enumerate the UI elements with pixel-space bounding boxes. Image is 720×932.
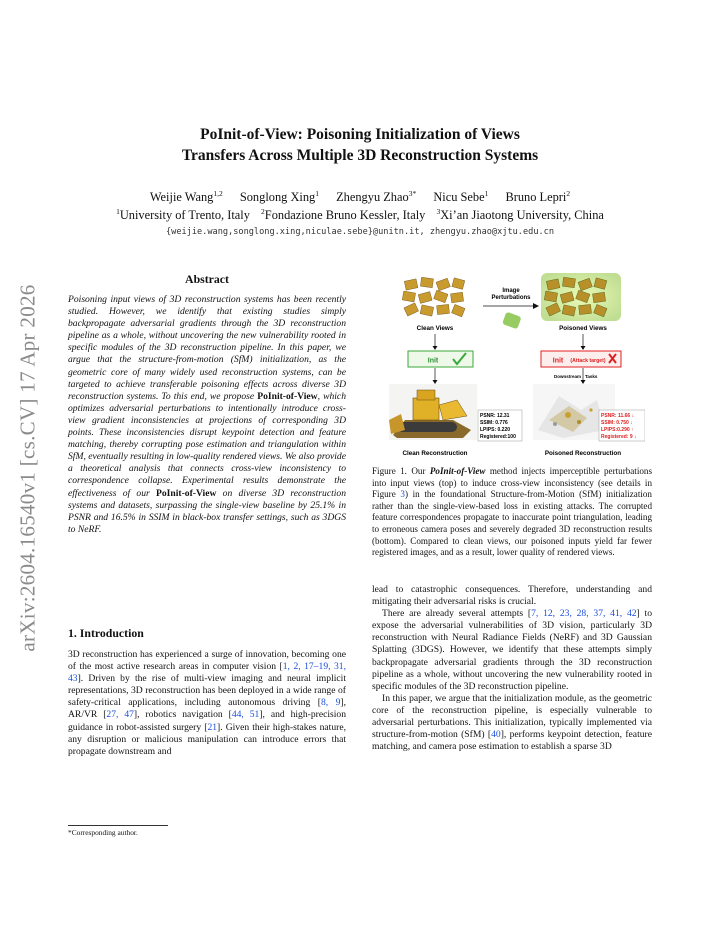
author <box>336 190 416 204</box>
abstract-body <box>68 294 346 536</box>
citation-link[interactable]: 1, 2, 17–19, 31, 43 <box>68 661 347 685</box>
figure-1 <box>383 270 645 466</box>
author <box>150 190 223 204</box>
affiliation-sup: 2 <box>261 207 265 216</box>
clean-lpips: LPIPS: 0.220 <box>480 427 511 433</box>
author <box>505 190 570 204</box>
poison-lpips: LPIPS:0.290 ↑ <box>601 427 634 433</box>
author-name: Zhengyu Zhao <box>336 190 409 204</box>
clean-metrics-box <box>478 410 522 441</box>
downstream-label: Downstream <box>553 374 581 379</box>
author-sup: 1 <box>315 189 319 198</box>
attack-target-label: (Attack target) <box>570 358 606 364</box>
poison-psnr: PSNR: 11.66 ↓ <box>601 413 635 419</box>
text-run: ], robotics navigation [ <box>133 709 232 721</box>
poison-ssim: SSIM: 0.750 ↓ <box>601 420 633 426</box>
figure-ref-link[interactable]: 3 <box>400 489 405 500</box>
body-paragraph <box>372 608 652 693</box>
caption-text: method injects imperceptible perturbations into input views (top) to induce cross-view inconsistency (see details in Figure <box>372 466 652 500</box>
clean-reconstruction-label: Clean Reconstruction <box>402 450 468 457</box>
author-list <box>60 190 660 205</box>
text-run: ], performs keypoint detection, feature matching, and camera pose estimation to establish a sparse 3D <box>372 729 652 753</box>
poisoned-views-grid <box>541 273 621 321</box>
citation-link[interactable]: 44, 51 <box>231 709 260 721</box>
caption-text: ) in the foundational Structure-from-Motion (SfM) initialization rather than the single-view-based loss in existing attacks. The corrupted feature correspondences propagate to inaccurate point triangulation, leading to erroneous camera poses and severely degraded 3D reconstruction results (bottom). Compared to clean views, our poisoned inputs yield far fewer registered images, and as a result, lower quality of rendered views. <box>372 489 652 558</box>
figure-caption <box>372 466 652 559</box>
abstract-heading: Abstract <box>185 272 229 286</box>
affiliation-name: Xi’an Jiaotong University, China <box>440 208 604 222</box>
paper-title <box>60 124 660 166</box>
author-name: Bruno Lepri <box>505 190 567 204</box>
init-attack-label: Init <box>552 357 564 365</box>
author-sup: 2 <box>566 189 571 198</box>
author-name: Songlong Xing <box>239 190 316 204</box>
author <box>240 190 319 204</box>
footnote-rule <box>68 825 168 826</box>
citation-link[interactable]: 21 <box>207 721 218 733</box>
abstract-text: on diverse 3D reconstruction systems and datasets, surpassing the single-view baseline by 25.1% in PSNR and 16.5% in SSIM in black-box transfer settings, such as 3DGS to NeRF. <box>68 487 346 535</box>
title-line-2: Transfers Across Multiple 3D Reconstruction Systems <box>181 147 539 164</box>
init-label: Init <box>427 357 439 365</box>
clean-ssim: SSIM: 0.776 <box>480 420 508 426</box>
text-run: ], AR/VR [ <box>68 697 347 721</box>
text-run: ] to expose the adversarial vulnerabilities of 3D vision, particularly 3D reconstruction with Neural Radiance Fields (NeRF) and 3D Gaussian Splatting (3DGS). However, we identify that these attempts simply backpropagate adversarial gradients through the 3D reconstruction pipeline as a whole, without uncovering the new vulnerability rooted in specific modules of the 3D reconstruction pipeline. <box>372 608 652 692</box>
text-run: ], and high-precision guidance in robot-assisted surgery [ <box>68 709 346 733</box>
text-run: 3D reconstruction has experienced a surge of innovation, becoming one of the most active research areas in computer vision [ <box>68 649 346 673</box>
arxiv-stamp <box>8 258 48 678</box>
affiliation <box>436 208 603 222</box>
affiliation-name: University of Trento, Italy <box>119 208 250 222</box>
author-name: Nicu Sebe <box>433 190 485 204</box>
affiliation-sup: 3 <box>436 207 441 216</box>
poisoned-views-label: Poisoned Views <box>559 325 607 332</box>
right-column-body <box>372 584 652 753</box>
author-sup: 1 <box>484 189 489 198</box>
title-line-1: PoInit-of-View: Poisoning Initialization of Views <box>200 126 520 143</box>
tasks-label: Tasks <box>585 374 598 379</box>
init-attack-box <box>541 351 621 367</box>
affiliation <box>261 208 425 222</box>
citation-link[interactable]: 27, 47 <box>106 709 134 721</box>
body-paragraph <box>372 693 652 753</box>
author-emails: {weijie.wang,songlong.xing,niculae.sebe}@unitn.it, zhengyu.zhao@xjtu.edu.cn <box>165 227 555 237</box>
citation-link[interactable]: 8, 9 <box>320 697 341 709</box>
intro-heading: 1. Introduction <box>68 626 144 640</box>
method-name: PoInit-of-View <box>429 466 486 476</box>
footnote: *Corresponding author. <box>68 828 138 837</box>
clean-views-label: Clean Views <box>416 325 454 332</box>
text-run: There are already several attempts [ <box>382 608 532 620</box>
text-run: In this paper, we argue that the initialization module, as the geometric core of the reconstruction pipeline, is especially vulnerable to adversarial perturbations. This initialization, typically implemented via structure-from-motion (SfM) [ <box>372 692 652 741</box>
affiliation <box>116 208 250 222</box>
clean-reconstruction-image <box>389 384 477 440</box>
clean-views-grid <box>402 277 465 317</box>
intro-body <box>68 649 346 758</box>
clean-registered: Registered:100 <box>480 434 516 440</box>
affiliation-list <box>60 208 660 223</box>
init-clean-box <box>408 351 473 367</box>
image-perturbations-label: Image Perturbations <box>491 288 531 301</box>
text-run: ]. Driven by the rise of multi-view imaging and neural implicit representations, 3D reconstruction has been deployed in a wide range of safety-critical applications, including autonomous driving [ <box>68 673 346 709</box>
arxiv-stamp-text: arXiv:2604.16540v1 [cs.CV] 17 Apr 2026 <box>15 284 40 652</box>
citation-link[interactable]: 7, 12, 23, 28, 37, 41, 42 <box>531 608 637 620</box>
poison-registered: Registered: 9 ↓ <box>601 434 637 440</box>
abstract-text: , which optimizes adversarial perturbations to intentionally introduce cross-view gradient inconsistencies at projections of corresponding 3D points. These inconsistencies disrupt keypoint detection and feature matching, thereby corrupting pose estimation and triangulation within SfM, eventually resulting in low-quality rendered views. We also provide a theoretical analysis that connects cross-view inconsistency to correspondence collapse. Experimental results demonstrate the effectiveness of our <box>68 390 346 499</box>
caption-label: Figure 1. Our <box>372 466 430 476</box>
author-sup: 1,2 <box>213 189 223 198</box>
affiliation-sup: 1 <box>116 207 120 216</box>
affiliation-name: Fondazione Bruno Kessler, Italy <box>264 208 426 222</box>
text-run: ]. Given their high-stakes nature, any disruption or malicious manipulation can introduce errors that propagate downstream and <box>68 721 346 757</box>
body-paragraph: lead to catastrophic consequences. Therefore, understanding and mitigating their adversarial risks is crucial. <box>372 584 652 608</box>
perturbation-arrow <box>483 288 539 329</box>
poisoned-reconstruction-label: Poisoned Reconstruction <box>544 450 622 457</box>
intro-paragraph <box>68 649 346 758</box>
author-sup: 3* <box>408 189 417 198</box>
citation-link[interactable]: 40 <box>491 729 501 741</box>
method-name: PoInit-of-View <box>257 390 318 402</box>
author-name: Weijie Wang <box>149 190 214 204</box>
clean-psnr: PSNR: 12.31 <box>480 413 510 419</box>
abstract-text: Poisoning input views of 3D reconstruction systems has been recently studied. However, we identify that existing studies simply backpropagate adversarial gradients through the 3D reconstruction pipeline as a whole, without uncovering the new vulnerability rooted in specific modules of the 3D reconstruction pipeline. In this paper, we argue that the structure-from-motion (SfM) initialization, as the geometric core of many widely used reconstruction systems, can be targeted to achieve transferable poisoning effects across diverse 3D reconstruction systems. To this end, we propose <box>68 294 346 402</box>
method-name: PoInit-of-View <box>156 487 217 499</box>
author <box>433 190 488 204</box>
poisoned-metrics-box <box>599 410 645 441</box>
